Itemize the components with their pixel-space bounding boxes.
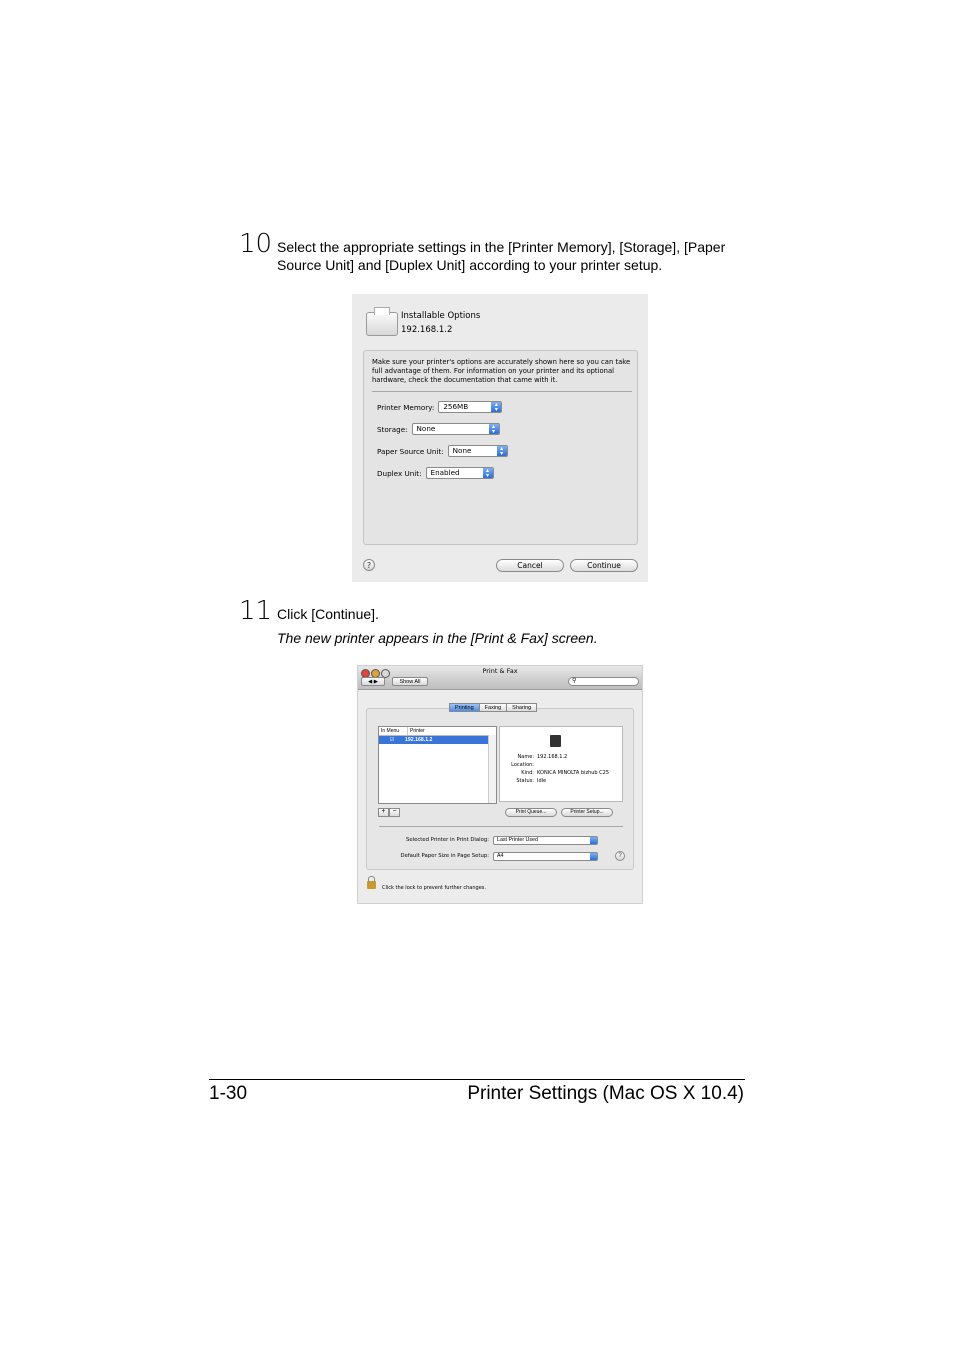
step-11-result: The new printer appears in the [Print & Fax] screen. <box>277 630 598 646</box>
printer-icon <box>550 735 561 747</box>
column-in-menu[interactable]: In Menu <box>379 727 408 735</box>
paper-source-label: Paper Source Unit: <box>377 446 444 456</box>
printer-list[interactable] <box>378 726 497 804</box>
print-fax-window <box>357 665 643 904</box>
in-menu-checkbox[interactable]: ☑ <box>389 737 395 743</box>
show-all-button[interactable]: Show All <box>392 677 428 686</box>
duplex-unit-label: Duplex Unit: <box>377 468 422 478</box>
separator <box>379 826 623 827</box>
updown-arrows-icon <box>590 837 597 844</box>
updown-arrows-icon: ▴ ▾ <box>497 446 507 456</box>
options-box <box>363 350 638 545</box>
detail-value: KONICA MINOLTA bizhub C25 <box>537 770 610 776</box>
list-item[interactable] <box>379 736 489 744</box>
step-10-number: 10 <box>239 229 273 259</box>
add-printer-button[interactable]: + <box>378 808 389 817</box>
selected-printer-label: Selected Printer in Print Dialog: <box>406 837 489 843</box>
detail-location <box>504 761 537 769</box>
tab-faxing[interactable]: Faxing <box>479 703 508 712</box>
search-icon: ⚲ <box>572 678 577 684</box>
installable-options-dialog <box>352 294 648 582</box>
print-queue-button[interactable]: Print Queue... <box>505 808 557 817</box>
page-number: 1-30 <box>209 1083 248 1104</box>
step-11-number: 11 <box>239 596 273 626</box>
updown-arrows-icon: ▴ ▾ <box>491 402 501 412</box>
description-line: hardware, check the documentation that came with it. <box>372 376 558 384</box>
tab-printing[interactable]: Printing <box>449 703 480 712</box>
paper-size-popup[interactable] <box>493 852 598 861</box>
detail-name <box>504 753 567 761</box>
printer-name: 192.168.1.2 <box>405 737 433 743</box>
detail-status <box>504 777 546 785</box>
updown-arrows-icon: ▴ ▾ <box>483 468 493 478</box>
storage-label: Storage: <box>377 424 408 434</box>
step-10-line-2: Source Unit] and [Duplex Unit] according to your printer setup. <box>277 257 663 273</box>
window-title: Print & Fax <box>482 667 518 675</box>
continue-button[interactable]: Continue <box>570 559 638 572</box>
detail-key: Location: <box>511 762 534 768</box>
duplex-unit-popup[interactable] <box>426 467 494 479</box>
back-forward-button[interactable]: ◀ ▶ <box>361 677 385 686</box>
updown-arrows-icon: ▴ ▾ <box>489 424 499 434</box>
selected-printer-popup[interactable] <box>493 836 598 845</box>
lock-text: Click the lock to prevent further changes. <box>382 885 486 891</box>
footer-title: Printer Settings (Mac OS X 10.4) <box>467 1083 744 1104</box>
step-11-text: Click [Continue]. <box>277 606 379 622</box>
list-scrollbar[interactable] <box>488 735 496 803</box>
duplex-unit-row <box>377 467 494 479</box>
options-description <box>372 358 634 385</box>
detail-kind <box>504 769 609 777</box>
paper-source-row <box>377 445 508 457</box>
detail-key: Kind: <box>521 770 534 776</box>
cancel-button[interactable]: Cancel <box>496 559 564 572</box>
tab-bar <box>450 703 537 712</box>
help-button[interactable]: ? <box>363 559 375 571</box>
storage-row <box>377 423 500 435</box>
paper-source-value: None <box>452 446 472 455</box>
dialog-subtitle: 192.168.1.2 <box>401 325 453 335</box>
storage-popup[interactable] <box>412 423 500 435</box>
dialog-title: Installable Options <box>401 311 481 321</box>
printer-memory-row <box>377 401 502 413</box>
detail-value: Idle <box>537 778 547 784</box>
paper-source-popup[interactable] <box>448 445 508 457</box>
updown-arrows-icon <box>590 853 597 860</box>
storage-value: None <box>416 424 436 433</box>
printer-memory-value: 256MB <box>443 402 469 411</box>
window-titlebar <box>358 666 642 690</box>
printing-panel <box>366 708 634 870</box>
printer-icon <box>366 312 398 336</box>
description-line: Make sure your printer's options are accurately shown here so you can take <box>372 358 631 366</box>
detail-value: 192.168.1.2 <box>537 754 568 760</box>
search-input[interactable] <box>568 677 639 686</box>
column-printer[interactable]: Printer <box>410 728 425 734</box>
lock-icon[interactable] <box>367 881 376 889</box>
footer-rule <box>209 1079 745 1080</box>
printer-setup-button[interactable]: Printer Setup... <box>561 808 613 817</box>
step-10-line-1: Select the appropriate settings in the [Printer Memory], [Storage], [Paper <box>277 239 726 255</box>
description-line: full advantage of them. For information on your printer and its optional <box>372 367 615 375</box>
printer-memory-popup[interactable] <box>438 401 502 413</box>
printer-details <box>499 726 623 802</box>
paper-size-label: Default Paper Size in Page Setup: <box>400 853 489 859</box>
help-button[interactable]: ? <box>615 851 625 861</box>
selected-printer-value: Last Printer Used <box>497 837 538 843</box>
tab-sharing[interactable]: Sharing <box>506 703 537 712</box>
remove-printer-button[interactable]: − <box>389 808 400 817</box>
detail-key: Name: <box>517 754 534 760</box>
separator <box>372 391 632 392</box>
paper-size-value: A4 <box>497 853 504 859</box>
duplex-unit-value: Enabled <box>430 468 460 477</box>
detail-key: Status: <box>516 778 534 784</box>
printer-list-header <box>379 727 496 736</box>
printer-memory-label: Printer Memory: <box>377 402 435 412</box>
